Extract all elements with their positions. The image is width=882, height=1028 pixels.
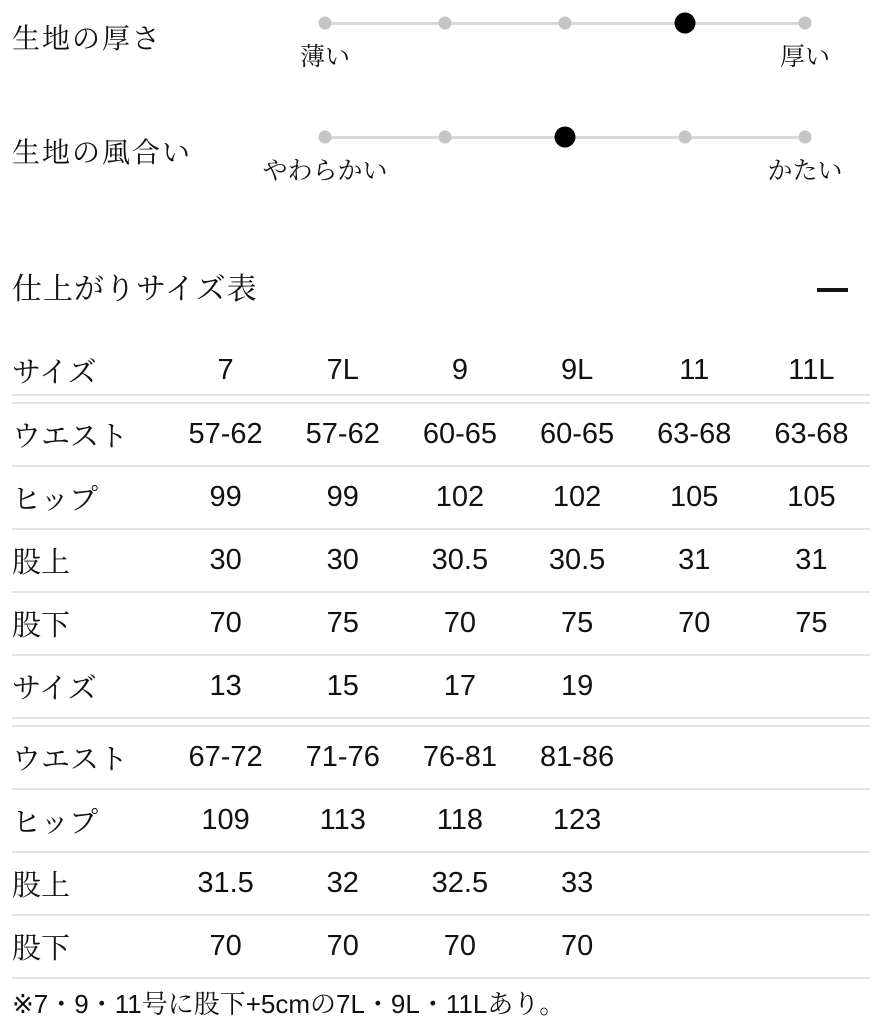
row-label: 股下 <box>12 933 71 965</box>
table-cell: 102 <box>552 481 602 513</box>
table-cell: 123 <box>552 804 602 836</box>
table-cell: 30 <box>209 544 242 576</box>
row-divider <box>12 977 870 979</box>
table-cell: 9 <box>451 353 468 386</box>
table-cell: 32.5 <box>431 867 489 899</box>
table-cell: 57-62 <box>305 418 380 450</box>
size-table <box>12 346 870 979</box>
table-cell: 63-68 <box>774 418 849 450</box>
table-cell: 113 <box>319 804 366 836</box>
table-cell: 57-62 <box>188 418 263 450</box>
fabric-thickness-scale <box>0 0 882 100</box>
scale-dot-selected <box>675 13 696 34</box>
row-label: ウエスト <box>12 421 129 453</box>
size-table-row <box>12 916 870 977</box>
row-label: サイズ <box>12 673 97 705</box>
size-table-row <box>12 790 870 851</box>
table-cell: 81-86 <box>539 741 615 773</box>
scale-max-label: かたい <box>767 157 843 185</box>
row-label: 股上 <box>12 547 71 579</box>
scale-dot <box>319 131 332 144</box>
table-cell: 11L <box>788 353 835 386</box>
table-cell: 70 <box>560 930 594 962</box>
fabric-scales <box>0 0 882 228</box>
size-table-header-row <box>12 656 870 717</box>
table-cell: 118 <box>436 804 484 836</box>
fabric-texture-label: 生地の風合い <box>12 137 193 168</box>
size-table-row <box>12 404 870 465</box>
table-cell: 13 <box>209 670 242 702</box>
size-chart-title: 仕上がりサイズ表 <box>12 273 258 306</box>
table-cell: 70 <box>326 930 359 962</box>
table-cell: 105 <box>670 481 719 513</box>
fabric-thickness-label: 生地の厚さ <box>12 23 163 54</box>
scale-max-label: 厚い <box>779 43 831 71</box>
table-cell: 17 <box>443 670 477 702</box>
scale-dot <box>439 17 452 30</box>
table-cell: 9L <box>560 353 594 386</box>
size-table-header-row <box>12 346 870 394</box>
table-cell: 75 <box>326 607 359 639</box>
table-cell: 19 <box>560 670 594 702</box>
table-cell: 30.5 <box>431 544 489 576</box>
scale-min-label: 薄い <box>299 43 351 71</box>
table-cell: 11 <box>679 353 710 386</box>
size-table-row <box>12 727 870 788</box>
row-label: 股下 <box>12 610 71 642</box>
size-table-row <box>12 593 870 654</box>
scale-dot <box>319 17 332 30</box>
minus-icon[interactable] <box>817 288 848 292</box>
table-cell: 30 <box>326 544 359 576</box>
scale-min-label: やわらかい <box>262 157 388 185</box>
size-table-row <box>12 530 870 591</box>
table-cell: 30.5 <box>548 544 606 576</box>
table-cell: 31.5 <box>197 867 254 899</box>
scale-dot-selected <box>555 127 576 148</box>
table-cell: 105 <box>787 481 836 513</box>
row-label: ヒップ <box>12 484 99 516</box>
table-cell: 67-72 <box>188 741 263 773</box>
row-label: ヒップ <box>12 807 99 839</box>
table-cell: 70 <box>209 607 242 639</box>
row-label: 股上 <box>12 870 71 902</box>
table-cell: 70 <box>678 607 711 639</box>
size-chart-accordion-header[interactable] <box>12 268 870 312</box>
table-cell: 99 <box>209 481 242 513</box>
table-cell: 76-81 <box>422 741 497 773</box>
row-label: サイズ <box>12 356 97 389</box>
table-cell: 99 <box>326 481 359 513</box>
double-divider <box>12 717 870 727</box>
table-cell: 70 <box>443 930 477 962</box>
scale-dot <box>679 131 692 144</box>
size-note: ※7・9・11号に股下+5cmの7L・9L・11Lあり。 <box>12 989 566 1019</box>
table-cell: 75 <box>795 607 828 639</box>
table-cell: 109 <box>201 804 250 836</box>
table-cell: 70 <box>209 930 242 962</box>
scale-dot <box>799 131 812 144</box>
scale-dot <box>799 17 812 30</box>
double-divider <box>12 394 870 404</box>
table-cell: 7 <box>217 353 234 386</box>
table-cell: 31 <box>795 544 828 576</box>
table-cell: 71-76 <box>305 741 380 773</box>
size-table-row <box>12 853 870 914</box>
scale-dot <box>439 131 452 144</box>
table-cell: 60-65 <box>422 418 497 450</box>
scale-dot <box>559 17 572 30</box>
fabric-texture-scale <box>0 114 882 214</box>
table-cell: 15 <box>326 670 359 702</box>
row-label: ウエスト <box>12 744 129 776</box>
size-table-row <box>12 467 870 528</box>
table-cell: 7L <box>326 353 359 386</box>
table-cell: 31 <box>678 544 711 576</box>
table-cell: 63-68 <box>657 418 732 450</box>
table-cell: 75 <box>560 607 594 639</box>
table-cell: 102 <box>435 481 485 513</box>
table-cell: 32 <box>326 867 359 899</box>
table-cell: 70 <box>443 607 477 639</box>
table-cell: 60-65 <box>539 418 615 450</box>
table-cell: 33 <box>560 867 594 899</box>
